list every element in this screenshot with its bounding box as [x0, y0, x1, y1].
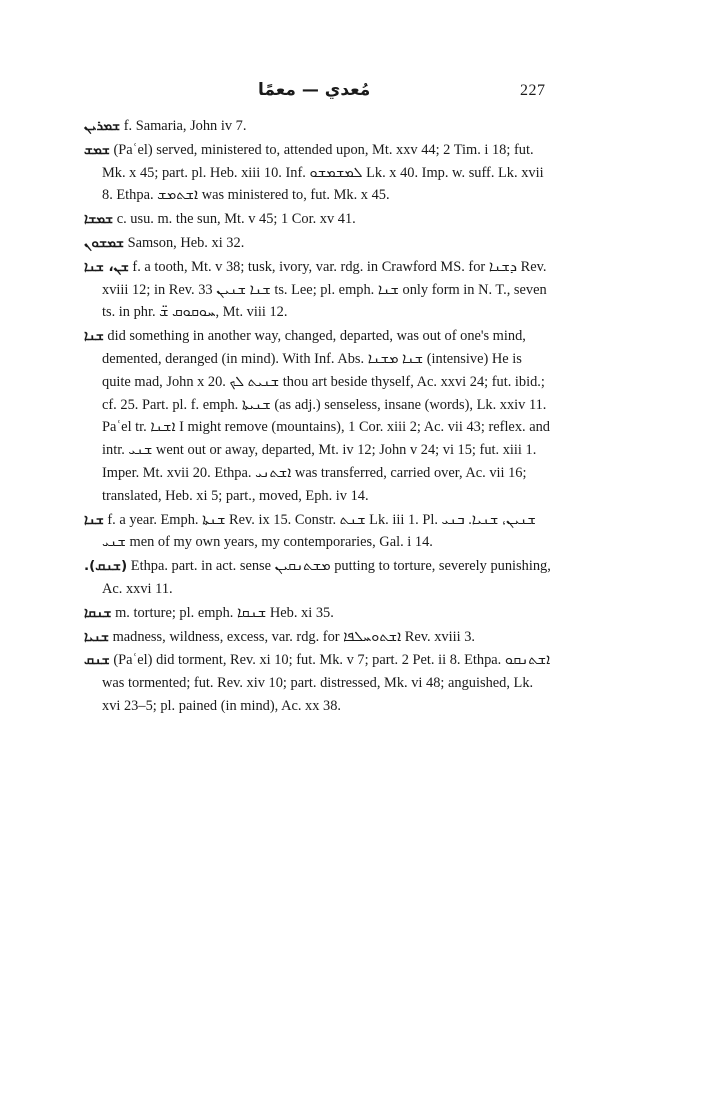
entry-torture-noun	[84, 602, 554, 625]
headword: ܫܢܐ	[84, 328, 104, 345]
headword: ܫܢܐ	[84, 511, 104, 528]
entry-sun	[84, 208, 554, 231]
headword: ܫܢܩ	[84, 652, 110, 669]
headword: (ܫܢܩ).	[84, 558, 128, 575]
headword: ܫܡܫܐ	[84, 211, 114, 228]
definition: Samson, Heb. xi 32.	[123, 234, 245, 251]
definition: madness, wildness, excess, var. rdg. for ܐܫܬܘܚܠܦܐ Rev. xviii 3.	[108, 628, 476, 645]
definition: m. torture; pl. emph. ܫܢܩܐ Heb. xi 35.	[111, 604, 334, 621]
entry-tooth	[84, 256, 554, 324]
headword: ܫܡܪܝܢ	[84, 118, 121, 134]
entry-year	[84, 509, 554, 555]
entry-samaria	[84, 115, 554, 138]
headword: ܫܢܝܐ	[84, 628, 109, 645]
entry-changed	[84, 325, 554, 507]
entry-torment	[84, 649, 554, 717]
definition: f. a tooth, Mt. v 38; tusk, ivory, var. rdg. in Crawford MS. for ܕܫܢܐ Rev. xviii 12; in Rev. ܫܢܐ ܫܢܝܢ 33 ts. Lee; pl. emph. ܫܢܐ only form in N. T., seven ts. in phr. ܚܘܩܘܩ ܫ̈, Mt. viii 12.	[102, 258, 547, 321]
definition: did something in another way, changed, departed, was out of one's mind, demented, deranged (in mind). With Inf. Abs. ܫܢܐ ܡܫܢܐ (intensive) He is quite mad, John x 20. ܫܢܝܬ ܠܟ thou art beside thyself, Ac. xxvi 24; fut. ibid.; cf. 25. Part. pl. f. emph. ܫܢܝܬܐ (as adj.) senseless, insane (words), Lk. xxiv 11. Paʿel tr. ܐܫܢܐ I might remove (mountains), 1 Cor. xiii 2; Ac. vii 43; reflex. and intr. ܫܢܝ went out or away, departed, Mt. iv 12; John v 24; vi 15; fut. xiii 1. Imper. Mt. xvii 20. Ethpa. ܐܫܬܢܝ was transferred, carried over, Ac. vii 16; translated, Heb. xi 5; part., moved, Eph. iv 14.	[102, 328, 550, 504]
definition: Ethpa. part. in act. sense ܡܫܬܢܩܝܢ putting to torture, severely punishing, Ac. xxvi 11.	[102, 558, 551, 597]
headword: ܫܢܩܐ	[84, 604, 112, 621]
definition: f. a year. Emph. ܫܢܬܐ Rev. ix 15. Constr. ܫܢܬ Lk. iii 1. Pl. ܫܢܝܢ، ܫܢܝܐ. ܒܢܝ ܫܢܝ men of my own years, my contemporaries, Gal. i 14.	[102, 511, 536, 551]
definition: (Paʿel) did torment, Rev. xi 10; fut. Mk. v 7; part. 2 Pet. ii 8. Ethpa. ܐܫܬܢܩܘ was tormented; fut. Rev. xiv 10; part. distressed, Mk. vi 48; anguished, Lk. xvi 23–5; pl. pained (in mind), Ac. xx 38.	[102, 652, 551, 714]
definition: (Paʿel) served, ministered to, attended upon, Mt. xxv 44; 2 Tim. i 18; fut. Mk. x 45; part. pl. Heb. xiii 10. Inf. ܠܡܫܡܫܘ Lk. x 40. Imp. w. suff. Lk. xvii 8. Ethpa. ܐܫܬܡܫ was ministered to, fut. Mk. x 45.	[102, 141, 544, 204]
entry-torture-verb	[84, 555, 554, 601]
headword: ܫܢ، ܫܢܐ	[84, 258, 129, 275]
headword: ܫܡܫܘܢ	[84, 234, 124, 251]
headword: ܫܡܫ	[84, 141, 110, 158]
definition: c. usu. m. the sun, Mt. v 45; 1 Cor. xv 41.	[113, 211, 356, 228]
entry-list	[84, 115, 554, 719]
definition: f. Samaria, John iv 7.	[120, 118, 247, 134]
entry-served	[84, 139, 554, 207]
running-head: مُعدي — معمًا	[258, 80, 371, 100]
page-number: 227	[520, 82, 546, 99]
entry-madness	[84, 626, 554, 649]
entry-samson	[84, 232, 554, 255]
